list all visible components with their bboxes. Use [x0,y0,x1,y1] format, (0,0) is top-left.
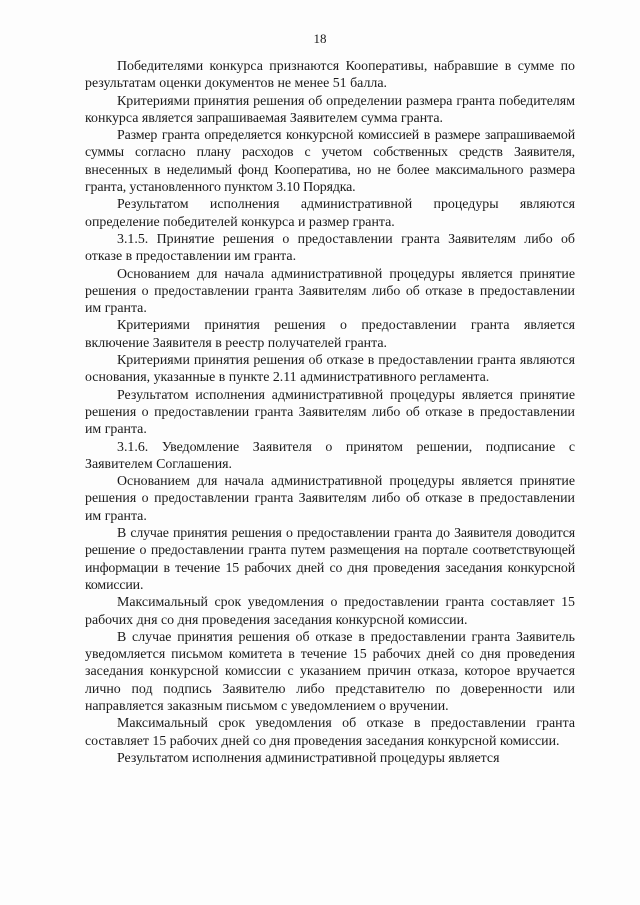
paragraph: В случае принятия решения о предоставлении гранта до Заявителя доводится решение о предоставлении гранта путем размещения на портале соответствующей информации в течение 15 рабочих дней со дня проведения заседания конкурсной комиссии. [85,526,575,593]
paragraph: В случае принятия решения об отказе в предоставлении гранта Заявитель уведомляется письмом комитета в течение 15 рабочих дней со дня проведения заседания конкурсной комиссии с указанием причин отказа, которое вручается лично под подпись Заявителю либо представителю по доверенности или направляется заказным письмом с уведомлением о вручении. [85,629,575,714]
paragraph: Основанием для начала административной процедуры является принятие решения о предоставлении гранта Заявителям либо об отказе в предоставлении им гранта. [85,266,575,317]
document-body [85,58,575,767]
paragraph: Размер гранта определяется конкурсной комиссией в размере запрашиваемой суммы согласно плану расходов с учетом собственных средств Заявителя, внесенных в неделимый фонд Кооператива, но не более максимального размера гранта, установленного пунктом 3.10 Порядка. [85,128,575,196]
paragraph: Критериями принятия решения об определении размера гранта победителям конкурса является запрашиваемая Заявителем сумма гранта. [85,93,575,126]
paragraph: Критериями принятия решения об отказе в предоставлении гранта являются основания, указанные в пункте 2.11 административного регламента. [85,353,575,386]
paragraph: Максимальный срок уведомления о предоставлении гранта составляет 15 рабочих дня со дня проведения заседания конкурсной комиссии. [85,595,575,628]
paragraph: Максимальный срок уведомления об отказе в предоставлении гранта составляет 15 рабочих дней со дня проведения заседания конкурсной комиссии. [85,716,575,749]
section-heading-3-1-6: 3.1.6. Уведомление Заявителя о принятом решении, подписание с Заявителем Соглашения. [85,439,575,472]
paragraph: Основанием для начала административной процедуры является принятие решения о предоставлении гранта Заявителям либо об отказе в предоставлении им гранта. [85,474,575,524]
paragraph: Результатом исполнения административной процедуры является [117,750,500,766]
paragraph: Результатом исполнения административной процедуры является принятие решения о предоставлении гранта Заявителям либо об отказе в предоставлении им гранта. [85,387,575,438]
paragraph: Результатом исполнения административной процедуры являются определение победителей конкурса и размер гранта. [85,197,575,230]
paragraph: Критериями принятия решения о предоставлении гранта является включение Заявителя в реестр получателей гранта. [85,318,575,351]
page-number: 18 [313,31,327,46]
section-heading-3-1-5: 3.1.5. Принятие решения о предоставлении гранта Заявителям либо об отказе в предоставлении им гранта. [85,231,575,265]
paragraph: Победителями конкурса признаются Кооперативы, набравшие в сумме по результатам оценки документов не менее 51 балла. [85,59,575,92]
